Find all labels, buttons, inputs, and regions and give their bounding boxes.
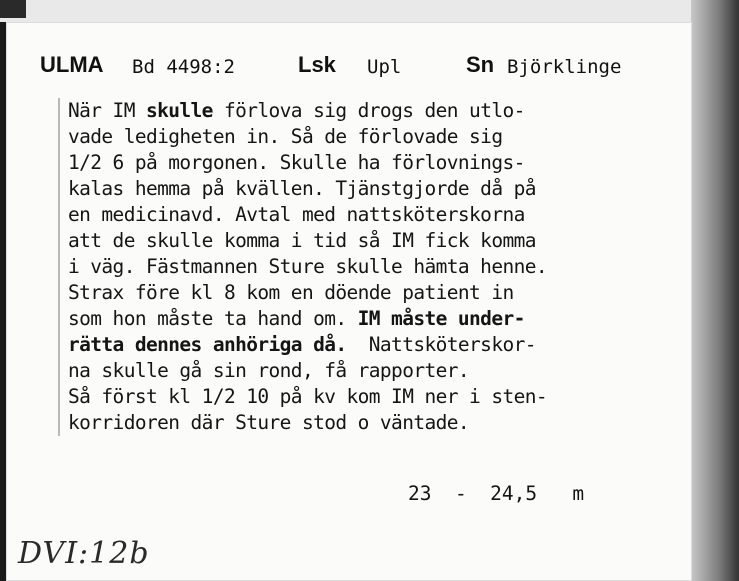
text-line: att de skulle komma i tid så IM fick komma [68, 229, 536, 252]
county-label: Lsk [298, 52, 336, 77]
county-value: Upl [367, 56, 402, 78]
text-line: Strax före kl 8 kom en döende patient in [68, 281, 514, 304]
scan-border-right [691, 0, 739, 581]
measurement-range: 23 - 24,5 m [408, 482, 585, 505]
text-line: vade ledigheten in. Så de förlovade sig [68, 125, 503, 148]
scan-corner-mark [0, 0, 26, 18]
text-line: Så först kl 1/2 10 på kv kom IM ner i sten- [68, 385, 548, 408]
text-line: kalas hemma på kvällen. Tjänstgjorde då på [68, 177, 536, 200]
archive-label: ULMA [40, 52, 104, 77]
card-body-text [58, 98, 658, 436]
text-line: När IM skulle förlova sig drogs den utlo- [68, 99, 525, 122]
scan-border-top [0, 0, 739, 22]
text-line: som hon måste ta hand om. IM måste under- [68, 307, 525, 330]
parish-value: Björklinge [507, 56, 622, 78]
text-line: i väg. Fästmannen Sture skulle hämta henne. [68, 255, 548, 278]
text-line: na skulle gå sin rond, få rapporter. [68, 359, 470, 382]
text-line: en medicinavd. Avtal med nattsköterskorna [68, 203, 525, 226]
parish-label: Sn [466, 52, 495, 77]
text-line: korridoren där Sture stod o väntade. [68, 411, 470, 434]
handwritten-signum: DVI:12b [18, 536, 150, 571]
accession-number: Bd 4498:2 [132, 56, 235, 78]
text-line: rätta dennes anhöriga då. Nattsköterskor- [68, 333, 536, 356]
card-header [40, 52, 660, 88]
text-line: 1/2 6 på morgonen. Skulle ha förlovnings- [68, 151, 525, 174]
